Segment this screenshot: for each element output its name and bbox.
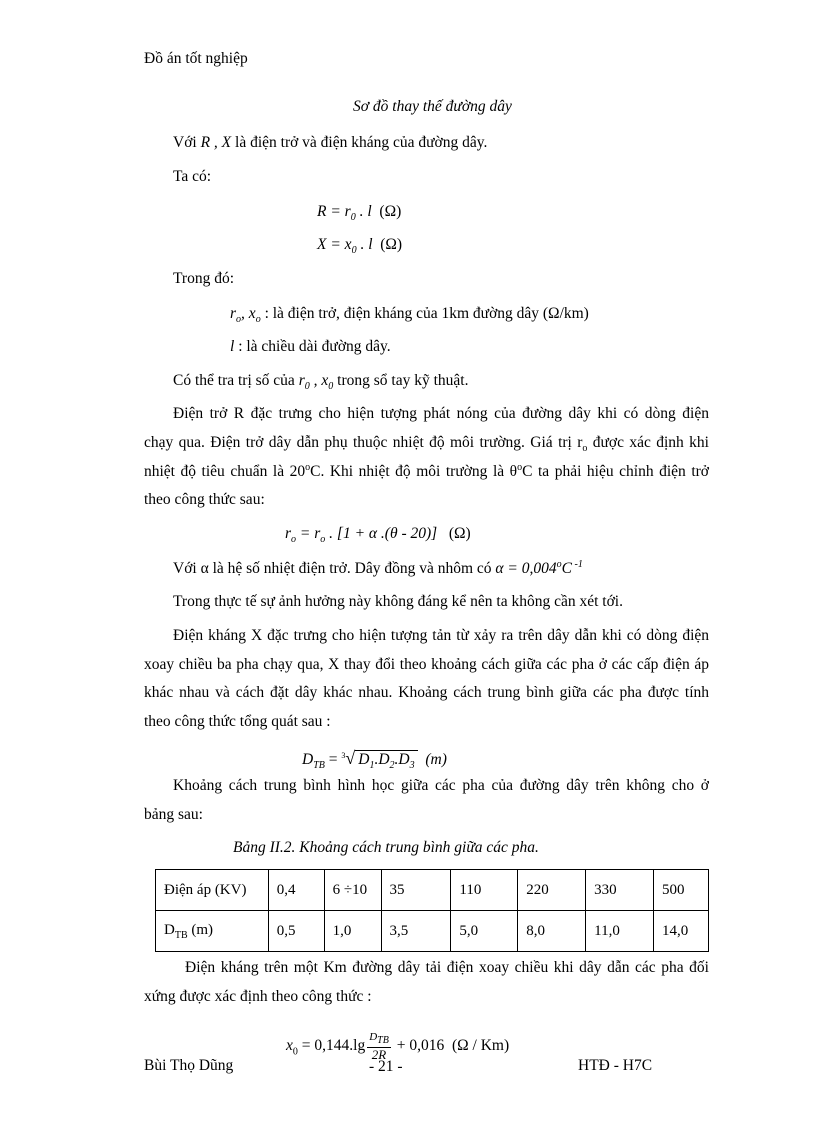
document-header-title: Đồ án tốt nghiệp [144, 50, 248, 67]
paragraph-reactance-line4: theo công thức tổng quát sau : [144, 713, 331, 730]
table-row-voltage [156, 870, 709, 911]
paragraph-resistance-line3: nhiệt độ tiêu chuẩn là 20$^o$C. Khi nhiệt độ môi trường là $\theta^oC$ ta phải hiệu chỉnh điện trở [144, 462, 710, 481]
table-cell: 8,0 [518, 911, 586, 952]
paragraph-alpha: Với α là hệ số nhiệt điện trở. Dây đồng và nhôm có $\alpha = 0,004^oC$ $^{-1}$ [173, 559, 583, 578]
footer-author: Bùi Thọ Dũng [144, 1057, 234, 1074]
figure-caption: Sơ đồ thay thế đường dây [353, 98, 512, 115]
definition-r0-x0: $r_o$, $x_o$ : là điện trở, điện kháng của 1km đường dây (Ω/km) [230, 305, 589, 326]
table-cell: 6 ÷10 [324, 870, 381, 911]
paragraph-reactance-formula-line2: xứng được xác định theo công thức : [144, 988, 372, 1005]
table-row-distance [156, 911, 709, 952]
paragraph-resistance-line4: theo công thức sau: [144, 491, 265, 508]
table-header-distance: $D_{TB}$ (m) [156, 911, 269, 952]
table-caption: Bảng II.2. Khoảng cách trung bình giữa các pha. [233, 839, 539, 856]
paragraph-table-intro-line1: Khoảng cách trung bình hình học giữa các pha của đường dây trên không cho ở [173, 777, 709, 794]
paragraph-rx-intro: Với R , X là điện trở và điện kháng của đường dây. [173, 134, 488, 151]
paragraph-resistance-line2: chạy qua. Điện trở dây dẫn phụ thuộc nhiệt độ môi trường. Giá trị $r_o$ được xác định khi [144, 434, 709, 455]
table-cell: 5,0 [451, 911, 518, 952]
definition-length: l : là chiều dài đường dây. [230, 338, 391, 355]
paragraph-reactance-line2: xoay chiều ba pha chạy qua, X thay đổi theo khoảng cách giữa các pha ở các cấp điện áp [144, 656, 709, 673]
formula-reactance: $X = x_0$ . l (Ω) [317, 236, 403, 257]
table-header-voltage: Điện áp (KV) [156, 870, 269, 911]
distance-table [155, 869, 709, 952]
footer-class-code: HTĐ - H7C [578, 1057, 653, 1074]
paragraph-reactance-line1: Điện kháng X đặc trưng cho hiện tượng tản từ xảy ra trên dây dẫn khi có dòng điện [173, 627, 709, 644]
table-cell: 220 [518, 870, 586, 911]
paragraph-negligible: Trong thực tế sự ảnh hưởng này không đáng kể nên ta không cần xét tới. [173, 593, 623, 610]
trong-do-label: Trong đó: [173, 270, 235, 287]
table-cell: 35 [381, 870, 451, 911]
paragraph-lookup: Có thể tra trị số của $r_0$ , $x_0$ trong sổ tay kỹ thuật. [173, 372, 469, 393]
formula-reactance-per-km: $x_0 = 0,144.\lg$ $\frac{D_{TB}}{2R}$ + 0,016 (Ω / Km) [286, 1031, 510, 1063]
paragraph-resistance-line1: Điện trở R đặc trưng cho hiện tượng phát nóng của đường dây khi có dòng điện [173, 405, 709, 422]
paragraph-reactance-line3: khác nhau và cách đặt dây khác nhau. Khoảng cách trung bình giữa các pha được tính [144, 684, 709, 701]
ta-co-label: Ta có: [173, 168, 212, 185]
table-cell: 3,5 [381, 911, 451, 952]
table-cell: 1,0 [324, 911, 381, 952]
table-cell: 0,4 [268, 870, 324, 911]
table-cell: 0,5 [268, 911, 324, 952]
formula-temperature-correction: $r_o = r_o$ . [1 + α .(θ - 20)] (Ω) [285, 525, 471, 546]
table-cell: 11,0 [586, 911, 654, 952]
table-cell: 330 [586, 870, 654, 911]
footer-page-number: - 21 - [369, 1058, 403, 1075]
formula-mean-distance: $D_{TB} = ^3√$ $D_1.D_2.D_3$ (m) [302, 748, 447, 774]
table-cell: 110 [451, 870, 518, 911]
paragraph-reactance-formula-line1: Điện kháng trên một Km đường dây tải điện xoay chiều khi dây dẫn các pha đối [185, 959, 709, 976]
table-cell: 500 [654, 870, 709, 911]
table-cell: 14,0 [654, 911, 709, 952]
formula-resistance: $R = r_0$ . l (Ω) [317, 203, 402, 224]
paragraph-table-intro-line2: bảng sau: [144, 806, 203, 823]
